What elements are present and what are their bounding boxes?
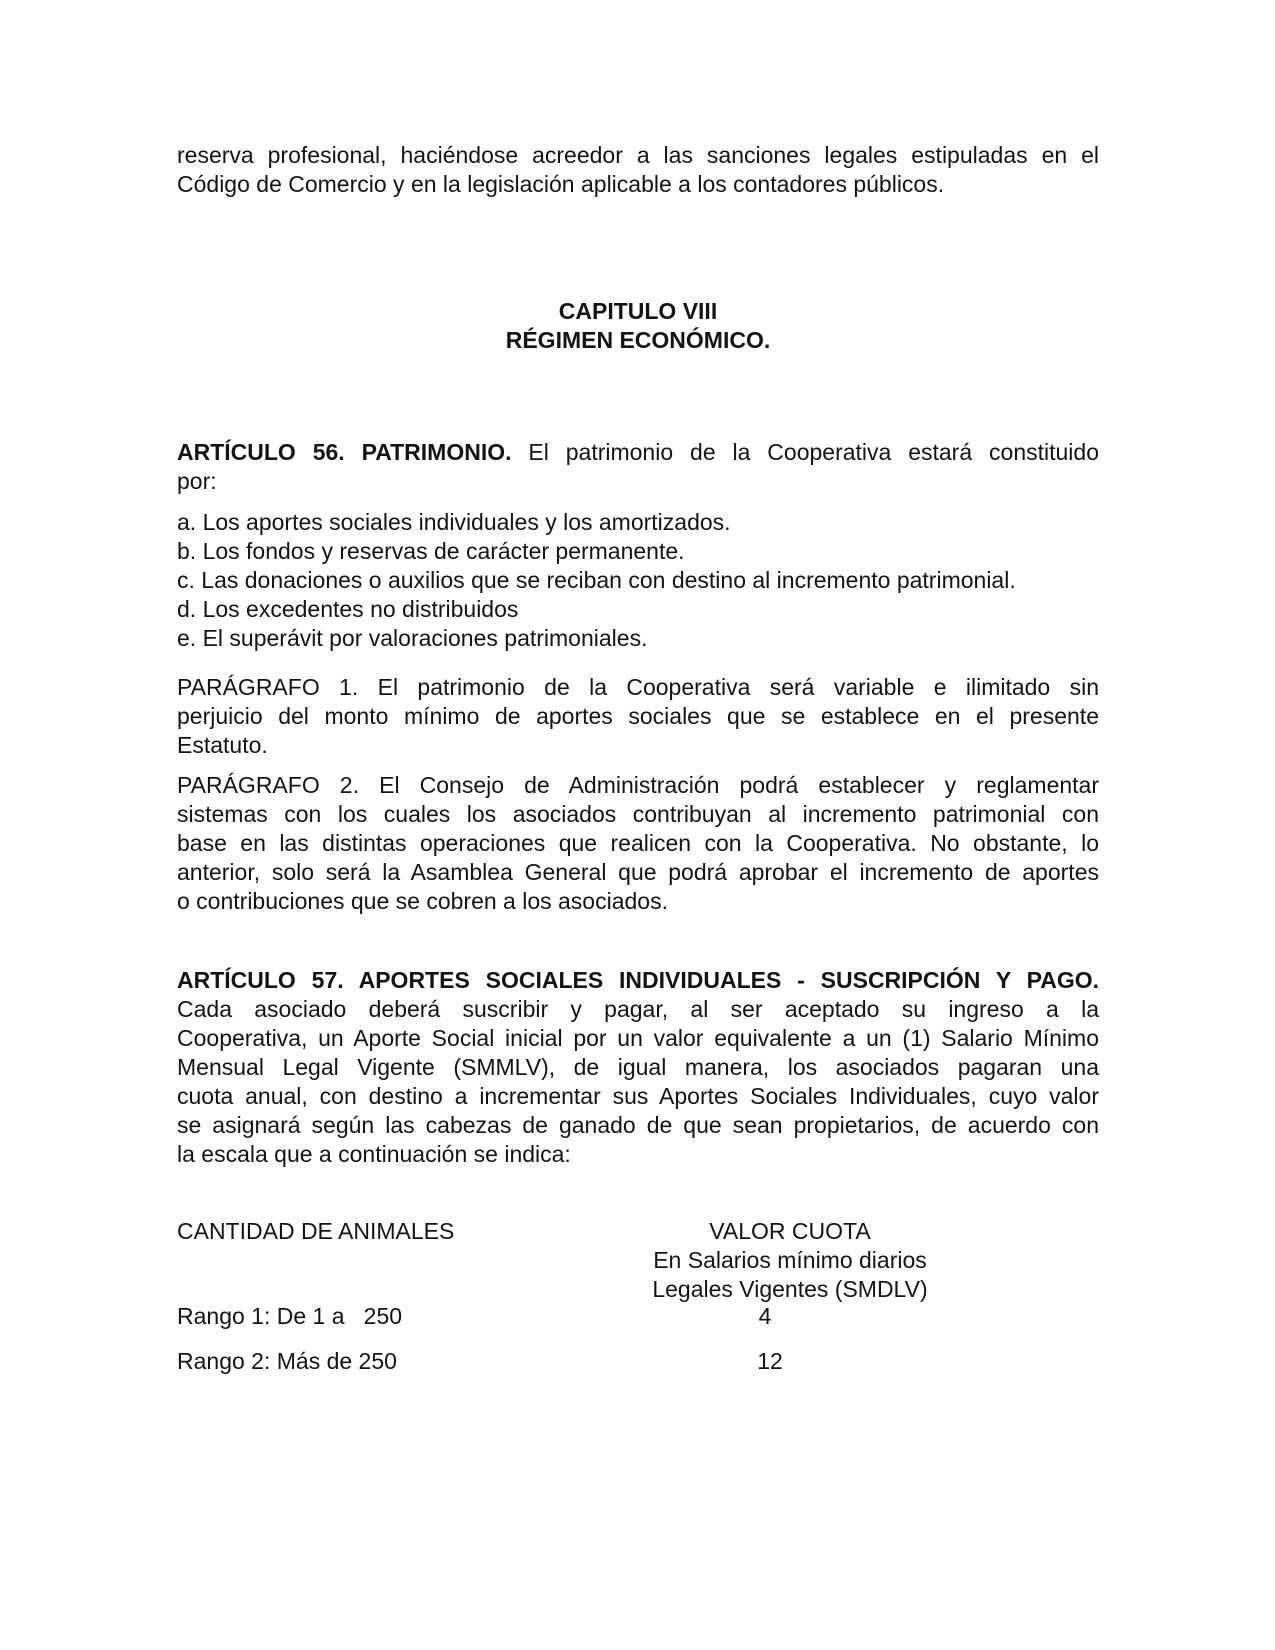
article-56	[177, 438, 1099, 496]
fee-table-value: 4	[758, 1303, 772, 1329]
article-56-first-line	[177, 438, 1099, 467]
fee-table-col2-header: VALOR CUOTA	[709, 1218, 871, 1244]
fee-table-range: Rango 1: De 1 a 250	[177, 1303, 403, 1329]
patrimony-list	[177, 508, 1099, 653]
fee-table-col1-header: CANTIDAD DE ANIMALES	[177, 1218, 455, 1244]
paragraph-1	[177, 673, 1099, 760]
intro-line-2: Código de Comercio y en la legislación aplicable a los contadores públicos.	[177, 171, 945, 197]
fee-table-value: 12	[757, 1348, 783, 1374]
list-item: b. Los fondos y reservas de carácter permanente.	[177, 538, 685, 564]
fee-table-col2-subheader: En Salarios mínimo diarios	[653, 1247, 927, 1273]
fee-table-col2-subheader: Legales Vigentes (SMDLV)	[652, 1276, 928, 1302]
paragraph-2-line: base en las distintas operaciones que realicen con la Cooperativa. No obstante, lo	[177, 830, 1099, 856]
list-item: d. Los excedentes no distribuidos	[177, 596, 519, 622]
paragraph-2	[177, 771, 1099, 916]
article-56-heading: ARTÍCULO 56. PATRIMONIO.	[177, 439, 512, 465]
article-56-text-2: por:	[177, 468, 217, 494]
article-57-line: la escala que a continuación se indica:	[177, 1141, 571, 1167]
chapter-title: RÉGIMEN ECONÓMICO.	[505, 327, 771, 353]
paragraph-2-line: sistemas con los cuales los asociados contribuyan al incremento patrimonial con	[177, 801, 1099, 827]
intro-line-1: reserva profesional, haciéndose acreedor a las sanciones legales estipuladas en el	[177, 142, 1099, 168]
chapter-number: CAPITULO VIII	[558, 298, 718, 324]
paragraph-2-line: PARÁGRAFO 2. El Consejo de Administración podrá establecer y reglamentar	[177, 772, 1099, 798]
list-item: c. Las donaciones o auxilios que se reciban con destino al incremento patrimonial.	[177, 567, 1016, 593]
article-57-line: Mensual Legal Vigente (SMMLV), de igual manera, los asociados pagaran una	[177, 1054, 1099, 1080]
article-57	[177, 966, 1099, 1169]
article-57-heading: ARTÍCULO 57. APORTES SOCIALES INDIVIDUALES - SUSCRIPCIÓN Y PAGO.	[177, 967, 1099, 993]
article-57-line: Cada asociado deberá suscribir y pagar, al ser aceptado su ingreso a la	[177, 996, 1099, 1022]
fee-table-range: Rango 2: Más de 250	[177, 1348, 397, 1374]
paragraph-1-line: Estatuto.	[177, 732, 268, 758]
article-57-line: Cooperativa, un Aporte Social inicial por un valor equivalente a un (1) Salario Mínimo	[177, 1025, 1099, 1051]
article-57-line: se asignará según las cabezas de ganado de que sean propietarios, de acuerdo con	[177, 1112, 1099, 1138]
chapter-heading	[177, 297, 1099, 355]
paragraph-1-line: PARÁGRAFO 1. El patrimonio de la Cooperativa será variable e ilimitado sin	[177, 674, 1099, 700]
paragraph-2-line: o contribuciones que se cobren a los asociados.	[177, 888, 668, 914]
paragraph-2-line: anterior, solo será la Asamblea General que podrá aprobar el incremento de aportes	[177, 859, 1099, 885]
article-56-text-1: El patrimonio de la Cooperativa estará constituido	[511, 439, 1099, 465]
paragraph-1-line: perjuicio del monto mínimo de aportes sociales que se establece en el presente	[177, 703, 1099, 729]
intro-paragraph	[177, 141, 1099, 199]
list-item: e. El superávit por valoraciones patrimoniales.	[177, 625, 648, 651]
article-57-line: cuota anual, con destino a incrementar sus Aportes Sociales Individuales, cuyo valor	[177, 1083, 1099, 1109]
list-item: a. Los aportes sociales individuales y los amortizados.	[177, 509, 731, 535]
